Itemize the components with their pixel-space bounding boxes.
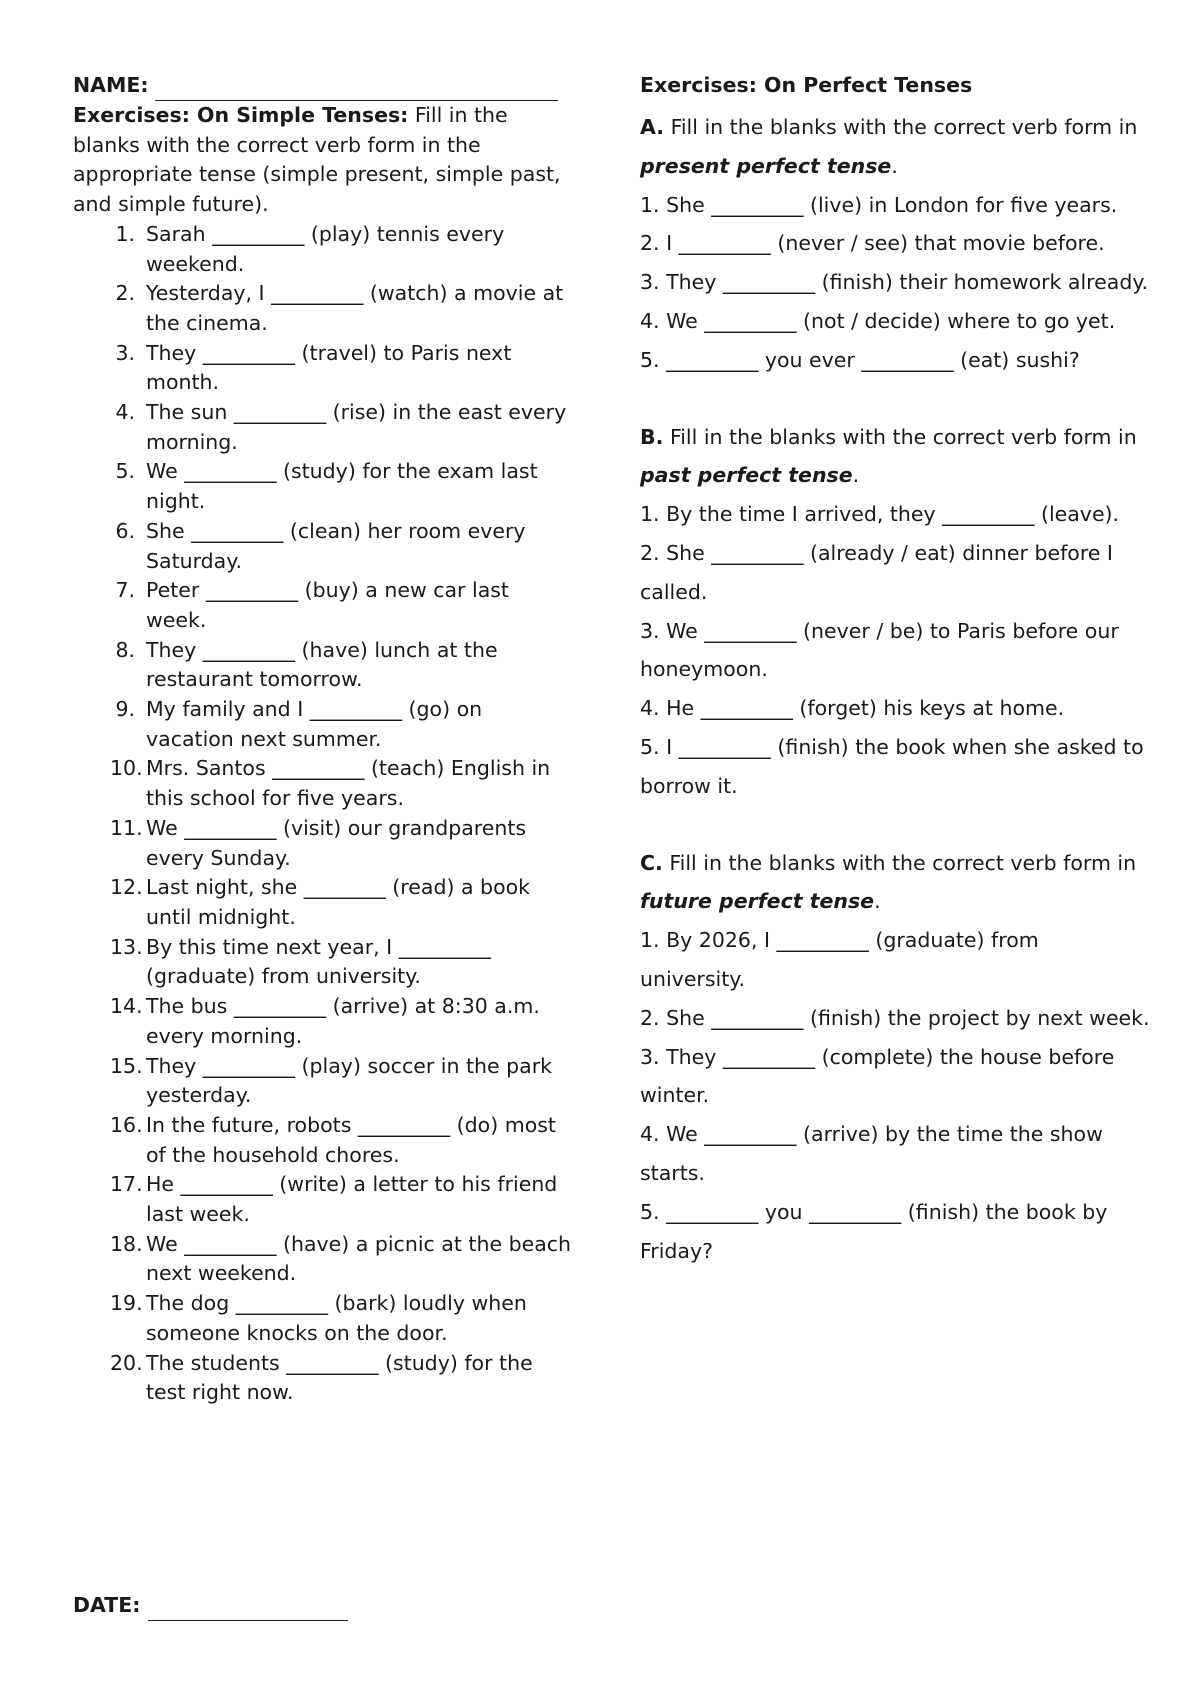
exercise-number: 11. — [110, 815, 143, 840]
exercise-sentence: Yesterday, I _________ (watch) a movie at the cinema. — [146, 281, 564, 335]
perfect-exercise-item: 5. _________ you ever _________ (eat) sushi? — [640, 347, 1080, 372]
perfect-exercise-item: 1. She _________ (live) in London for five years. — [640, 192, 1118, 217]
section-letter: A. — [640, 115, 665, 139]
instruction-end: . — [852, 463, 860, 488]
simple-exercise-item — [73, 339, 573, 398]
name-blank-line — [155, 70, 558, 101]
simple-exercise-item — [73, 1170, 573, 1229]
exercise-sentence: The students _________ (study) for the test right now. — [146, 1350, 533, 1405]
perfect-exercise-item: 3. They _________ (complete) the house before winter. — [640, 1044, 1115, 1108]
perfect-section-c — [640, 844, 1150, 1271]
simple-exercise-item — [73, 992, 573, 1051]
section-letter: C. — [640, 850, 663, 875]
perfect-exercise-item: 2. I _________ (never / see) that movie before. — [640, 231, 1105, 256]
exercise-number: 10. — [110, 756, 143, 781]
section-instructions — [640, 844, 1150, 922]
simple-exercise-item — [73, 576, 573, 635]
name-row — [73, 70, 573, 101]
exercise-sentence: We _________ (study) for the exam last night. — [146, 459, 538, 514]
exercise-sentence: We _________ (visit) our grandparents every Sunday. — [146, 815, 527, 870]
simple-tenses-instruction-text: Fill in the blanks with the correct verb form in the appropriate tense (simple present, simple past, and simple future). — [73, 103, 561, 217]
exercise-sentence: They _________ (travel) to Paris next month. — [146, 340, 512, 395]
simple-exercise-item — [73, 1289, 573, 1348]
simple-exercise-item — [73, 636, 573, 695]
section-letter: B. — [640, 424, 664, 449]
exercise-sentence: The dog _________ (bark) loudly when someone knocks on the door. — [146, 1291, 527, 1345]
exercise-sentence: She _________ (clean) her room every Saturday. — [146, 518, 526, 573]
perfect-tenses-column — [640, 70, 1150, 1308]
perfect-exercise-item: 2. She _________ (already / eat) dinner before I called. — [640, 540, 1113, 604]
exercise-sentence: In the future, robots _________ (do) most of the household chores. — [146, 1112, 556, 1167]
exercise-sentence: Mrs. Santos _________ (teach) English in this school for five years. — [146, 756, 551, 811]
exercise-number: 7. — [115, 578, 135, 603]
simple-exercise-item — [73, 933, 573, 992]
section-instructions — [640, 418, 1150, 496]
exercise-number: 1. — [115, 221, 135, 246]
simple-exercise-item — [73, 814, 573, 873]
exercise-number: 5. — [115, 459, 135, 484]
simple-tenses-instructions — [73, 101, 573, 220]
exercise-sentence: They _________ (play) soccer in the park yesterday. — [146, 1053, 553, 1108]
exercise-number: 18. — [110, 1231, 143, 1256]
exercise-number: 17. — [110, 1172, 143, 1197]
exercise-number: 12. — [110, 875, 143, 900]
perfect-section-b — [640, 418, 1150, 806]
perfect-exercise-item: 1. By the time I arrived, they _________ (leave). — [640, 502, 1120, 527]
exercise-number: 15. — [110, 1053, 143, 1078]
simple-exercise-item — [73, 457, 573, 516]
exercise-sentence: They _________ (have) lunch at the restaurant tomorrow. — [146, 637, 498, 692]
exercise-number: 2. — [115, 281, 135, 306]
exercise-sentence: The sun _________ (rise) in the east every morning. — [146, 400, 567, 454]
date-label: DATE: — [73, 1593, 141, 1617]
date-blank-line — [148, 1590, 348, 1621]
exercise-sentence: My family and I _________ (go) on vacation next summer. — [146, 697, 483, 751]
exercise-number: 4. — [115, 400, 135, 425]
exercise-number: 8. — [115, 637, 135, 662]
exercise-sentence: The bus _________ (arrive) at 8:30 a.m. every morning. — [146, 994, 540, 1048]
perfect-section-a — [640, 108, 1150, 380]
exercise-number: 16. — [110, 1112, 143, 1137]
perfect-tenses-title: Exercises: On Perfect Tenses — [640, 73, 973, 97]
perfect-exercise-item: 4. He _________ (forget) his keys at home. — [640, 696, 1065, 721]
instruction-end: . — [891, 153, 898, 178]
exercise-number: 9. — [115, 697, 135, 722]
simple-exercise-item — [73, 1230, 573, 1289]
perfect-exercise-item: 5. I _________ (finish) the book when she asked to borrow it. — [640, 734, 1144, 798]
tense-name: past perfect tense — [640, 463, 853, 488]
exercise-sentence: He _________ (write) a letter to his friend last week. — [146, 1172, 558, 1227]
perfect-exercise-item: 3. They _________ (finish) their homework already. — [640, 270, 1149, 295]
exercise-number: 19. — [110, 1291, 143, 1316]
simple-exercise-item — [73, 398, 573, 457]
perfect-exercise-item: 2. She _________ (finish) the project by next week. — [640, 1005, 1150, 1030]
exercise-sentence: Sarah _________ (play) tennis every weekend. — [146, 221, 505, 276]
simple-exercise-item — [73, 517, 573, 576]
exercise-number: 20. — [110, 1350, 143, 1375]
tense-name: future perfect tense — [640, 889, 875, 914]
simple-exercise-item — [73, 695, 573, 754]
exercise-number: 14. — [110, 994, 143, 1019]
perfect-tenses-sections — [640, 108, 1150, 1270]
tense-name: present perfect tense — [640, 153, 892, 178]
exercise-sentence: Last night, she ________ (read) a book until midnight. — [146, 875, 531, 929]
name-label: NAME: — [73, 73, 149, 97]
simple-exercise-item — [73, 220, 573, 279]
exercise-sentence: We _________ (have) a picnic at the beach next weekend. — [146, 1231, 572, 1286]
simple-exercise-item — [73, 754, 573, 813]
perfect-exercise-item: 5. _________ you _________ (finish) the book by Friday? — [640, 1199, 1108, 1263]
instruction-text: Fill in the blanks with the correct verb form in — [662, 850, 1137, 875]
exercise-number: 6. — [115, 518, 135, 543]
simple-exercise-item — [73, 873, 573, 932]
simple-tenses-list — [73, 220, 573, 1408]
section-instructions — [640, 108, 1150, 186]
simple-tenses-title: Exercises: On Simple Tenses: — [73, 103, 409, 127]
simple-exercise-item — [73, 279, 573, 338]
perfect-exercise-item: 4. We _________ (not / decide) where to go yet. — [640, 308, 1116, 333]
perfect-exercise-item: 4. We _________ (arrive) by the time the show starts. — [640, 1122, 1103, 1185]
simple-exercise-item — [73, 1349, 573, 1408]
simple-tenses-column — [73, 70, 573, 1408]
simple-exercise-item — [73, 1052, 573, 1111]
exercise-sentence: Peter _________ (buy) a new car last week. — [146, 578, 509, 632]
perfect-exercise-item: 1. By 2026, I _________ (graduate) from university. — [640, 928, 1039, 991]
instruction-text: Fill in the blanks with the correct verb form in — [664, 115, 1138, 139]
instruction-text: Fill in the blanks with the correct verb form in — [663, 424, 1137, 449]
perfect-exercise-item: 3. We _________ (never / be) to Paris before our honeymoon. — [640, 618, 1119, 682]
exercise-number: 13. — [110, 934, 143, 959]
exercise-number: 3. — [115, 340, 135, 365]
date-row — [73, 1590, 348, 1621]
instruction-end: . — [874, 889, 881, 914]
simple-exercise-item — [73, 1111, 573, 1170]
exercise-sentence: By this time next year, I _________ (graduate) from university. — [146, 934, 491, 989]
